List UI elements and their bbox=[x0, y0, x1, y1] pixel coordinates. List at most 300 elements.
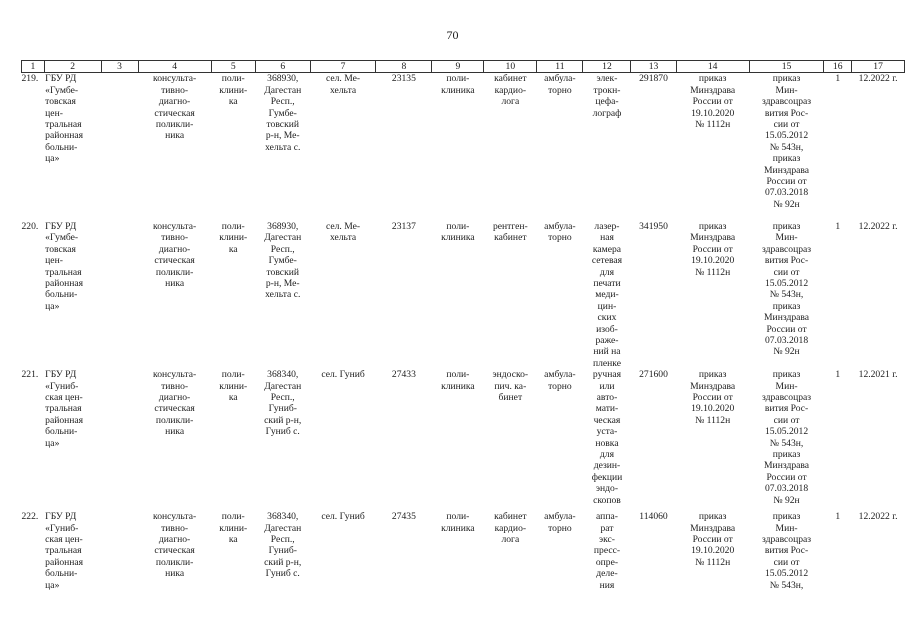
cell-line: ГБУ РД bbox=[45, 220, 77, 232]
cell-line: России от bbox=[766, 323, 807, 335]
cell-line: поликли- bbox=[155, 266, 194, 278]
cell-col5 bbox=[211, 221, 255, 369]
cell-line: № 543н, bbox=[769, 289, 804, 301]
cell-col9 bbox=[432, 369, 484, 511]
cell-col12 bbox=[583, 369, 631, 511]
cell-line: лазер- bbox=[594, 220, 620, 232]
cell-line: Минздрава bbox=[690, 84, 736, 96]
cell-line: раже- bbox=[595, 334, 619, 346]
cell-line: 15.05.2012 bbox=[764, 130, 809, 142]
cell-line: ца» bbox=[45, 153, 60, 165]
cell-col11 bbox=[537, 221, 583, 369]
cell-col9 bbox=[432, 511, 484, 611]
col-header: 13 bbox=[631, 61, 676, 73]
cell-line: вития Рос- bbox=[764, 107, 809, 119]
cell-line: дезин- bbox=[593, 460, 621, 472]
cell-line: 19.10.2020 bbox=[691, 107, 735, 119]
cell-line: поликли- bbox=[155, 414, 194, 426]
cell-line: Дагестан bbox=[264, 232, 302, 244]
table-row bbox=[22, 511, 905, 611]
cell-line: клини- bbox=[219, 84, 248, 96]
cell-col12 bbox=[583, 511, 631, 611]
cell-col11 bbox=[537, 73, 583, 221]
cell-line: пич. ка- bbox=[494, 380, 527, 392]
cell-line: сел. Ме- bbox=[326, 73, 361, 85]
cell-org bbox=[44, 369, 101, 511]
cell-line: хельта с. bbox=[265, 289, 301, 301]
cell-col17: 12.2021 г. bbox=[858, 369, 898, 381]
cell-line: хельта с. bbox=[265, 141, 301, 153]
cell-line: поли- bbox=[446, 511, 470, 523]
cell-col7 bbox=[310, 369, 376, 511]
cell-line: клиника bbox=[441, 522, 475, 534]
cell-line: № 1112н bbox=[695, 119, 731, 131]
cell-col16: 1 bbox=[835, 73, 841, 85]
cell-col3 bbox=[101, 73, 138, 221]
cell-line: ника bbox=[165, 277, 185, 289]
cell-col14 bbox=[676, 369, 749, 511]
cell-line: для bbox=[599, 449, 615, 461]
cell-line: хельта bbox=[329, 84, 357, 96]
cell-line: рат bbox=[600, 522, 614, 534]
cell-col12 bbox=[583, 221, 631, 369]
cell-line: поли- bbox=[446, 220, 470, 232]
cell-line: консульта- bbox=[153, 220, 197, 232]
cell-line: тивно- bbox=[161, 380, 189, 392]
cell-line: тивно- bbox=[161, 522, 189, 534]
cell-line: амбула- bbox=[544, 220, 576, 232]
cell-col11 bbox=[537, 369, 583, 511]
col-header: 12 bbox=[583, 61, 631, 73]
cell-col7 bbox=[310, 221, 376, 369]
cell-col7 bbox=[310, 511, 376, 611]
cell-col6 bbox=[255, 511, 310, 611]
cell-line: России от bbox=[766, 471, 807, 483]
cell-line: тральная bbox=[45, 119, 82, 131]
cell-col6 bbox=[255, 369, 310, 511]
cell-line: № 543н, bbox=[769, 579, 804, 591]
cell-line: ца» bbox=[45, 437, 60, 449]
cell-line: ручная bbox=[592, 369, 622, 381]
cell-line: стическая bbox=[154, 255, 195, 267]
cell-line: сии от bbox=[773, 119, 800, 131]
col-header: 11 bbox=[537, 61, 583, 73]
cell-line: Минздрава bbox=[690, 232, 736, 244]
cell-line: трокн- bbox=[593, 84, 621, 96]
cell-line: № 92н bbox=[773, 346, 800, 358]
cell-line: клиника bbox=[441, 380, 475, 392]
cell-line: стическая bbox=[154, 403, 195, 415]
cell-col3 bbox=[101, 221, 138, 369]
col-header: 1 bbox=[22, 61, 45, 73]
cell-line: Респ., bbox=[270, 534, 295, 545]
cell-col7 bbox=[310, 73, 376, 221]
cell-line: Гуниб с. bbox=[265, 426, 300, 438]
cell-col6 bbox=[255, 73, 310, 221]
cell-line: сел. Гуниб bbox=[321, 511, 365, 523]
cell-col16: 1 bbox=[835, 369, 841, 381]
cell-line: цефа- bbox=[595, 96, 619, 108]
cell-line: 368340, bbox=[267, 369, 299, 381]
col-header: 9 bbox=[432, 61, 484, 73]
cell-line: ский р-н, bbox=[264, 556, 302, 568]
cell-line: р-н, Ме- bbox=[265, 277, 300, 289]
cell-line: больни- bbox=[45, 141, 78, 153]
cell-line: опре- bbox=[595, 556, 619, 568]
cell-line: меди- bbox=[595, 289, 619, 301]
cell-line: здравсоцраз bbox=[762, 534, 812, 545]
table-row bbox=[22, 369, 905, 511]
cell-line: торно bbox=[548, 84, 572, 96]
cell-line: торно bbox=[548, 232, 572, 244]
cell-line: ния bbox=[599, 579, 615, 591]
cell-line: товский bbox=[266, 119, 299, 131]
equipment-table bbox=[21, 60, 905, 611]
cell-line: поли- bbox=[446, 73, 470, 85]
cell-col17: 12.2022 г. bbox=[858, 73, 898, 85]
cell-line: лограф bbox=[592, 107, 622, 119]
cell-line: цен- bbox=[45, 255, 63, 267]
cell-line: 19.10.2020 bbox=[691, 255, 735, 267]
cell-line: поли- bbox=[221, 511, 245, 523]
cell-line: Респ., bbox=[270, 392, 295, 403]
cell-line: № 92н bbox=[773, 494, 800, 506]
cell-line: камера bbox=[592, 243, 622, 255]
table-body bbox=[22, 73, 905, 611]
col-header: 17 bbox=[852, 61, 905, 73]
cell-line: ка bbox=[228, 392, 238, 403]
cell-line: сетевая bbox=[591, 255, 623, 267]
cell-line: Респ., bbox=[270, 96, 295, 108]
cell-num: 221. bbox=[21, 369, 39, 381]
cell-line: эндо- bbox=[595, 483, 619, 495]
cell-line: аппа- bbox=[596, 511, 618, 523]
cell-line: приказ bbox=[698, 220, 727, 232]
cell-line: здравсоцраз bbox=[762, 243, 812, 255]
cell-line: авто- bbox=[596, 392, 618, 403]
cell-line: ческая bbox=[593, 414, 621, 426]
cell-line: № 1112н bbox=[695, 266, 731, 278]
cell-line: здравсоцраз bbox=[762, 392, 812, 403]
cell-line: «Гумбе- bbox=[45, 84, 79, 96]
cell-line: 19.10.2020 bbox=[691, 545, 735, 557]
cell-line: торно bbox=[548, 380, 572, 392]
cell-col5 bbox=[211, 369, 255, 511]
cell-line: приказ bbox=[772, 220, 801, 232]
cell-col8: 27433 bbox=[391, 369, 416, 381]
cell-line: тральная bbox=[45, 403, 82, 415]
cell-line: пленке bbox=[592, 357, 621, 369]
cell-line: товский bbox=[266, 266, 299, 278]
cell-line: 15.05.2012 bbox=[764, 568, 809, 580]
cell-col15 bbox=[749, 369, 823, 511]
cell-line: сел. Ме- bbox=[326, 220, 361, 232]
cell-col3 bbox=[101, 511, 138, 611]
cell-line: больни- bbox=[45, 568, 78, 580]
cell-line: лога bbox=[501, 534, 520, 545]
cell-org bbox=[44, 73, 101, 221]
cell-line: Мин- bbox=[775, 232, 798, 244]
cell-line: Респ., bbox=[270, 243, 295, 255]
cell-col5 bbox=[211, 73, 255, 221]
cell-line: поли- bbox=[446, 369, 470, 381]
cell-line: диагно- bbox=[158, 96, 191, 108]
cell-line: приказ bbox=[772, 153, 801, 165]
cell-org bbox=[44, 511, 101, 611]
cell-col10 bbox=[484, 221, 537, 369]
cell-line: амбула- bbox=[544, 73, 576, 85]
cell-line: № 1112н bbox=[695, 414, 731, 426]
cell-line: Минздрава bbox=[690, 522, 736, 534]
cell-line: поли- bbox=[221, 220, 245, 232]
col-header: 3 bbox=[101, 61, 138, 73]
cell-line: экс- bbox=[598, 534, 615, 545]
cell-line: сел. Гуниб bbox=[321, 369, 365, 381]
cell-line: поликли- bbox=[155, 119, 194, 131]
cell-line: клини- bbox=[219, 522, 248, 534]
cell-line: ника bbox=[165, 568, 185, 580]
cell-col15 bbox=[749, 73, 823, 221]
cell-line: консульта- bbox=[153, 73, 197, 85]
page-number: 70 bbox=[446, 28, 459, 42]
cell-line: скопов bbox=[593, 494, 621, 506]
cell-line: 368930, bbox=[267, 73, 299, 85]
cell-line: 15.05.2012 bbox=[764, 277, 809, 289]
cell-line: ника bbox=[165, 130, 185, 142]
cell-col14 bbox=[676, 221, 749, 369]
cell-line: деле- bbox=[596, 568, 618, 580]
cell-line: кабинет bbox=[494, 511, 527, 523]
cell-line: хельта bbox=[329, 232, 357, 244]
cell-line: здравсоцраз bbox=[762, 96, 812, 108]
cell-line: тивно- bbox=[161, 232, 189, 244]
cell-line: ний на bbox=[593, 346, 621, 358]
cell-line: для bbox=[599, 266, 615, 278]
cell-line: Минздрава bbox=[690, 380, 736, 392]
cell-line: новка bbox=[595, 437, 619, 449]
cell-line: ка bbox=[228, 96, 238, 108]
cell-line: цин- bbox=[597, 300, 617, 312]
cell-line: Гумбе- bbox=[268, 255, 297, 267]
cell-line: Минздрава bbox=[764, 460, 810, 472]
cell-line: ских bbox=[597, 312, 617, 324]
cell-line: ка bbox=[228, 243, 238, 255]
cell-line: диагно- bbox=[158, 534, 191, 545]
col-header: 4 bbox=[138, 61, 211, 73]
col-header: 16 bbox=[824, 61, 852, 73]
cell-line: р-н, Ме- bbox=[265, 130, 300, 142]
cell-line: России от bbox=[692, 392, 733, 403]
cell-line: 15.05.2012 bbox=[764, 426, 809, 438]
cell-line: приказ bbox=[698, 369, 727, 381]
cell-line: тивно- bbox=[161, 84, 189, 96]
cell-line: России от bbox=[766, 176, 807, 188]
cell-line: тральная bbox=[45, 545, 82, 557]
cell-line: Гуниб с. bbox=[265, 568, 300, 580]
cell-line: районная bbox=[45, 556, 84, 568]
cell-line: консульта- bbox=[153, 369, 197, 381]
cell-line: № 543н, bbox=[769, 141, 804, 153]
cell-line: «Гумбе- bbox=[45, 232, 79, 244]
cell-line: цен- bbox=[45, 107, 63, 119]
cell-line: поли- bbox=[221, 369, 245, 381]
cell-col3 bbox=[101, 369, 138, 511]
cell-col6 bbox=[255, 221, 310, 369]
cell-line: 368930, bbox=[267, 220, 299, 232]
cell-line: рентген- bbox=[492, 220, 528, 232]
cell-line: кардио- bbox=[494, 522, 527, 534]
cell-col16: 1 bbox=[835, 220, 841, 232]
cell-line: приказ bbox=[772, 300, 801, 312]
cell-line: ника bbox=[165, 426, 185, 438]
cell-line: кардио- bbox=[494, 84, 527, 96]
cell-line: приказ bbox=[772, 511, 801, 523]
cell-line: клини- bbox=[219, 380, 248, 392]
cell-line: 19.10.2020 bbox=[691, 403, 735, 415]
cell-col8: 23135 bbox=[391, 73, 416, 85]
cell-col5 bbox=[211, 511, 255, 611]
cell-line: № 92н bbox=[773, 198, 800, 210]
cell-line: амбула- bbox=[544, 369, 576, 381]
cell-line: Мин- bbox=[775, 380, 798, 392]
cell-line: поли- bbox=[221, 73, 245, 85]
cell-col10 bbox=[484, 369, 537, 511]
cell-line: товская bbox=[45, 243, 76, 255]
cell-col9 bbox=[432, 221, 484, 369]
cell-col12 bbox=[583, 73, 631, 221]
cell-line: сии от bbox=[773, 266, 800, 278]
cell-line: приказ bbox=[698, 511, 727, 523]
cell-line: больни- bbox=[45, 289, 78, 301]
cell-line: кабинет bbox=[494, 232, 527, 244]
col-header: 7 bbox=[310, 61, 376, 73]
cell-col14 bbox=[676, 73, 749, 221]
cell-line: стическая bbox=[154, 545, 195, 557]
cell-line: районная bbox=[45, 277, 84, 289]
cell-col16: 1 bbox=[835, 511, 841, 523]
cell-col17: 12.2022 г. bbox=[858, 511, 898, 523]
cell-line: ская цен- bbox=[45, 392, 83, 403]
table-row bbox=[22, 221, 905, 369]
cell-line: сии от bbox=[773, 414, 800, 426]
cell-line: Гуниб- bbox=[268, 545, 297, 557]
col-header: 8 bbox=[376, 61, 432, 73]
cell-num: 219. bbox=[21, 73, 39, 85]
cell-col13: 291870 bbox=[639, 73, 668, 85]
col-header: 14 bbox=[676, 61, 749, 73]
cell-line: сии от bbox=[773, 556, 800, 568]
cell-line: изоб- bbox=[596, 323, 618, 335]
cell-num: 220. bbox=[21, 220, 39, 232]
cell-line: бинет bbox=[498, 392, 523, 403]
cell-line: пресс- bbox=[593, 545, 621, 557]
cell-line: мати- bbox=[595, 403, 619, 415]
col-header: 5 bbox=[211, 61, 255, 73]
cell-num: 222. bbox=[21, 511, 39, 523]
cell-line: фекции bbox=[591, 471, 623, 483]
cell-line: приказ bbox=[698, 73, 727, 85]
cell-line: ГБУ РД bbox=[45, 369, 77, 381]
cell-col15 bbox=[749, 511, 823, 611]
cell-line: «Гуниб- bbox=[45, 522, 79, 534]
cell-col13: 341950 bbox=[639, 220, 668, 232]
cell-col4 bbox=[138, 221, 211, 369]
cell-line: Дагестан bbox=[264, 84, 302, 96]
cell-col17: 12.2022 г. bbox=[858, 220, 898, 232]
cell-line: Гуниб- bbox=[268, 403, 297, 415]
cell-line: эндоско- bbox=[492, 369, 529, 381]
cell-line: ский р-н, bbox=[264, 414, 302, 426]
cell-line: вития Рос- bbox=[764, 545, 809, 557]
cell-line: торно bbox=[548, 522, 572, 534]
cell-col13: 271600 bbox=[639, 369, 668, 381]
cell-line: ка bbox=[228, 534, 238, 545]
cell-line: приказ bbox=[772, 449, 801, 461]
cell-col8: 27435 bbox=[391, 511, 416, 523]
cell-col8: 23137 bbox=[391, 220, 416, 232]
col-header: 15 bbox=[749, 61, 823, 73]
cell-line: ца» bbox=[45, 300, 60, 312]
cell-col4 bbox=[138, 511, 211, 611]
cell-line: клини- bbox=[219, 232, 248, 244]
cell-line: печати bbox=[593, 277, 621, 289]
cell-line: ГБУ РД bbox=[45, 511, 77, 523]
cell-line: приказ bbox=[772, 73, 801, 85]
cell-line: клиника bbox=[441, 232, 475, 244]
cell-line: элек- bbox=[596, 73, 618, 85]
cell-line: клиника bbox=[441, 84, 475, 96]
cell-line: России от bbox=[692, 96, 733, 108]
cell-line: Минздрава bbox=[764, 312, 810, 324]
cell-line: № 1112н bbox=[695, 556, 731, 568]
cell-line: уста- bbox=[596, 426, 618, 438]
cell-line: диагно- bbox=[158, 243, 191, 255]
cell-col9 bbox=[432, 73, 484, 221]
cell-line: районная bbox=[45, 414, 84, 426]
cell-line: Мин- bbox=[775, 84, 798, 96]
table-row bbox=[22, 73, 905, 221]
cell-line: Минздрава bbox=[764, 164, 810, 176]
cell-line: консульта- bbox=[153, 511, 197, 523]
cell-line: Дагестан bbox=[264, 522, 302, 534]
cell-col13: 114060 bbox=[639, 511, 668, 523]
cell-line: 07.03.2018 bbox=[764, 334, 809, 346]
cell-line: «Гуниб- bbox=[45, 380, 79, 392]
cell-line: Дагестан bbox=[264, 380, 302, 392]
cell-line: Гумбе- bbox=[268, 107, 297, 119]
col-header: 2 bbox=[44, 61, 101, 73]
cell-line: лога bbox=[501, 96, 520, 108]
cell-line: 07.03.2018 bbox=[764, 483, 809, 495]
cell-line: районная bbox=[45, 130, 84, 142]
cell-line: России от bbox=[692, 534, 733, 545]
cell-line: ГБУ РД bbox=[45, 73, 77, 85]
cell-line: 368340, bbox=[267, 511, 299, 523]
cell-col15 bbox=[749, 221, 823, 369]
cell-line: приказ bbox=[772, 369, 801, 381]
cell-line: поликли- bbox=[155, 556, 194, 568]
col-header: 6 bbox=[255, 61, 310, 73]
cell-line: России от bbox=[692, 243, 733, 255]
cell-line: ная bbox=[600, 232, 614, 244]
column-number-row bbox=[22, 61, 905, 73]
cell-line: или bbox=[599, 380, 615, 392]
cell-line: стическая bbox=[154, 107, 195, 119]
cell-col14 bbox=[676, 511, 749, 611]
cell-line: тральная bbox=[45, 266, 82, 278]
cell-line: больни- bbox=[45, 426, 78, 438]
cell-line: 07.03.2018 bbox=[764, 187, 809, 199]
